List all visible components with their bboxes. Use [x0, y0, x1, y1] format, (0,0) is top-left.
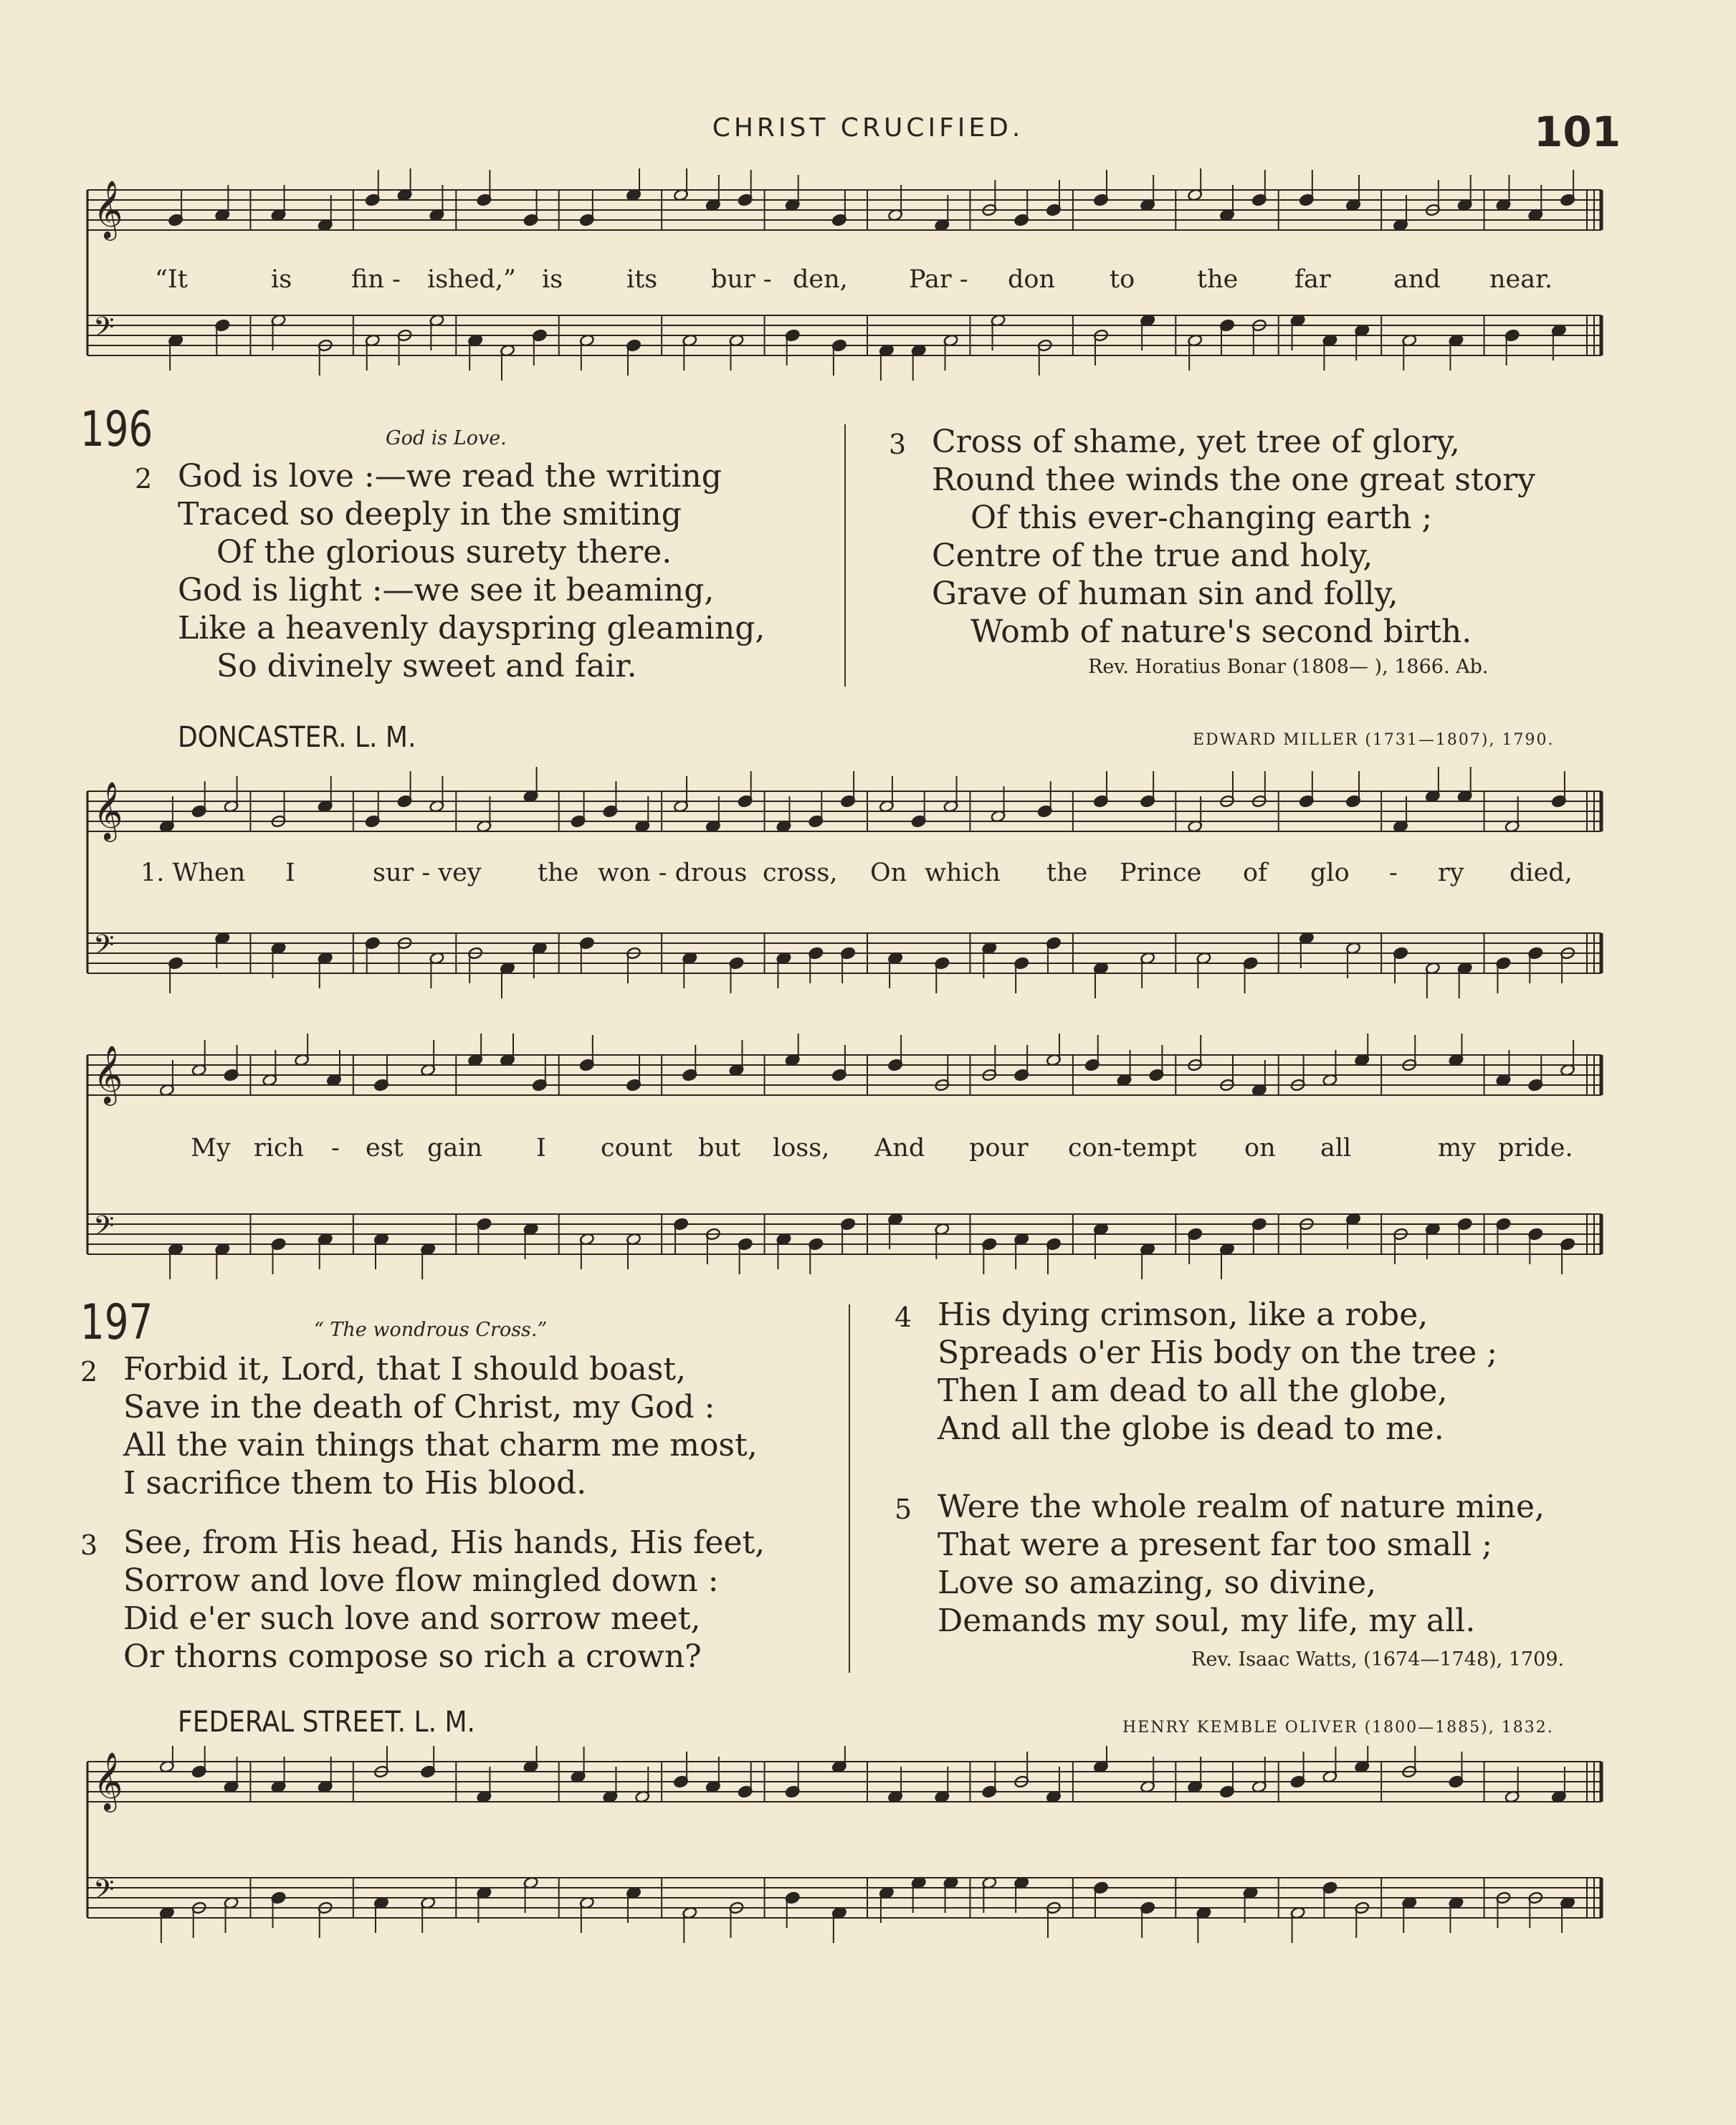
lyric-syllable: con-tempt — [1068, 1134, 1197, 1162]
stanza-line: Or thorns compose so rich a crown? — [123, 1638, 702, 1675]
lyric-syllable: I — [536, 1134, 546, 1162]
stanza-number: 5 — [895, 1494, 912, 1525]
lyric-syllable: sur - vey — [373, 859, 482, 887]
lyric-syllable: the — [1046, 859, 1088, 887]
lyric-syllable: - — [331, 1134, 340, 1162]
music-staves-federal-street — [83, 1746, 1608, 1961]
lyric-syllable: of — [1243, 859, 1268, 887]
lyric-syllable: loss, — [773, 1134, 830, 1162]
stanza-197-2 — [80, 1350, 758, 1502]
stanza-line: Then I am dead to all the globe, — [938, 1372, 1448, 1409]
tune-name-federal-street: FEDERAL STREET. L. M. — [178, 1706, 476, 1739]
music-system-doncaster-2 — [83, 1033, 1608, 1299]
composer-federal-street: HENRY KEMBLE OLIVER (1800—1885), 1832. — [1122, 1719, 1554, 1737]
lyric-syllable: to — [1110, 265, 1135, 294]
lyric-syllable: near. — [1489, 265, 1553, 294]
stanza-line: Womb of nature's second birth. — [970, 613, 1472, 650]
stanza-line: Traced so deeply in the smiting — [178, 496, 682, 533]
lyric-syllable: rich — [254, 1134, 305, 1162]
svg-text:𝄢: 𝄢 — [93, 310, 115, 350]
lyric-syllable: gain — [427, 1134, 483, 1162]
stanza-line: Of the glorious surety there. — [216, 534, 672, 570]
stanza-197-3 — [80, 1524, 766, 1676]
stanza-line: Centre of the true and holy, — [932, 538, 1373, 574]
lyric-syllable: 1. When — [140, 859, 246, 887]
hymn-197-subtitle: “ The wondrous Cross.” — [314, 1319, 548, 1341]
lyric-syllable: est — [366, 1134, 404, 1162]
hymn-197-author: Rev. Isaac Watts, (1674—1748), 1709. — [1191, 1648, 1565, 1671]
tune-name-doncaster: DONCASTER. L. M. — [178, 721, 416, 754]
lyric-syllable: bur - — [711, 265, 772, 294]
lyric-syllable: won - drous — [598, 859, 748, 887]
svg-text:𝄞: 𝄞 — [93, 1044, 123, 1104]
stanza-line: See, from His head, His hands, His feet, — [123, 1524, 766, 1561]
stanza-line: Were the whole realm of nature mine, — [938, 1489, 1545, 1525]
music-system-federal-street — [83, 1746, 1608, 1961]
stanza-line: Spreads o'er His body on the tree ; — [938, 1334, 1498, 1371]
page-number: 101 — [1534, 108, 1621, 156]
stanza-line: Grave of human sin and folly, — [932, 576, 1398, 612]
lyric-syllable: my — [1438, 1134, 1476, 1162]
stanza-line: Did e'er such love and sorrow meet, — [123, 1600, 701, 1637]
lyric-syllable: cross, — [763, 859, 838, 887]
lyric-syllable: the — [538, 859, 579, 887]
lyric-syllable: Par - — [909, 265, 968, 294]
hymn-196-subtitle: God is Love. — [386, 427, 507, 449]
lyric-syllable: don — [1008, 265, 1056, 294]
lyric-syllable: I — [285, 859, 295, 887]
stanza-number: 4 — [895, 1302, 912, 1333]
stanza-line: Sorrow and love flow mingled down : — [123, 1562, 719, 1599]
lyric-syllable: its — [626, 265, 658, 294]
lyric-syllable: And — [874, 1134, 925, 1162]
lyric-syllable: Prince — [1120, 859, 1202, 887]
lyric-syllable: all — [1320, 1134, 1352, 1162]
stanza-line: God is light :—we see it beaming, — [178, 572, 715, 608]
lyric-syllable: fin - — [351, 265, 401, 294]
running-title: CHRIST CRUCIFIED. — [712, 113, 1024, 143]
stanza-number: 2 — [135, 463, 153, 495]
column-divider — [849, 1304, 850, 1673]
stanza-line: All the vain things that charm me most, — [123, 1427, 758, 1463]
hymn-number-197: 197 — [80, 1294, 153, 1351]
svg-text:𝄞: 𝄞 — [93, 1751, 123, 1810]
stanza-line: That were a present far too small ; — [938, 1527, 1493, 1563]
lyric-syllable: My — [191, 1134, 231, 1162]
lyric-syllable: is — [542, 265, 563, 294]
svg-text:𝄢: 𝄢 — [93, 1873, 115, 1912]
composer-doncaster: EDWARD MILLER (1731—1807), 1790. — [1193, 731, 1555, 749]
lyric-syllable: count — [601, 1134, 672, 1162]
lyric-syllable: died, — [1510, 859, 1573, 887]
music-system-top — [83, 168, 1608, 383]
lyric-syllable: and — [1393, 265, 1441, 294]
lyric-syllable: On — [870, 859, 907, 887]
stanza-line: Round thee winds the one great story — [932, 462, 1536, 498]
stanza-line: Save in the death of Christ, my God : — [123, 1389, 715, 1426]
stanza-line: God is love :—we read the writing — [178, 458, 722, 495]
stanza-line: His dying crimson, like a robe, — [938, 1297, 1429, 1333]
stanza-number: 2 — [80, 1356, 98, 1388]
svg-text:𝄞: 𝄞 — [93, 179, 123, 239]
stanza-line: Cross of shame, yet tree of glory, — [932, 424, 1460, 460]
stanza-197-5 — [895, 1488, 1545, 1640]
lyric-syllable: den, — [793, 265, 848, 294]
lyric-syllable: which — [925, 859, 1001, 887]
lyric-syllable: far — [1294, 265, 1331, 294]
lyric-syllable: ry — [1438, 859, 1464, 887]
stanza-196-2 — [135, 457, 766, 685]
lyric-syllable: pride. — [1498, 1134, 1573, 1162]
stanza-line: Love so amazing, so divine, — [938, 1565, 1377, 1601]
stanza-line: Forbid it, Lord, that I should boast, — [123, 1351, 687, 1388]
lyric-syllable: is — [271, 265, 292, 294]
stanza-line: I sacrifice them to His blood. — [123, 1465, 587, 1501]
svg-text:𝄞: 𝄞 — [93, 780, 123, 840]
hymn-196-author: Rev. Horatius Bonar (1808— ), 1866. Ab. — [1088, 656, 1489, 678]
stanza-197-4 — [895, 1296, 1498, 1448]
stanza-line: And all the globe is dead to me. — [938, 1410, 1444, 1447]
lyric-syllable: the — [1197, 265, 1239, 294]
stanza-196-3 — [889, 423, 1536, 651]
svg-text:𝄢: 𝄢 — [93, 1209, 115, 1248]
column-divider — [844, 424, 846, 687]
music-staves-doncaster-2 — [83, 1033, 1608, 1299]
lyric-syllable: on — [1244, 1134, 1276, 1162]
lyric-syllable: pour — [969, 1134, 1029, 1162]
svg-text:𝄢: 𝄢 — [93, 928, 115, 968]
stanza-line: So divinely sweet and fair. — [216, 648, 637, 684]
stanza-line: Like a heavenly dayspring gleaming, — [178, 610, 766, 646]
stanza-line: Demands my soul, my life, my all. — [938, 1603, 1476, 1639]
music-staves-doncaster-1 — [83, 767, 1608, 1025]
stanza-line: Of this ever-changing earth ; — [970, 500, 1433, 536]
stanza-number: 3 — [889, 429, 907, 460]
lyric-syllable: but — [698, 1134, 741, 1162]
hymn-number-196: 196 — [80, 401, 153, 458]
lyric-syllable: “It — [155, 265, 188, 294]
lyric-syllable: - — [1389, 859, 1398, 887]
stanza-number: 3 — [80, 1529, 98, 1561]
lyric-syllable: ished,” — [427, 265, 516, 294]
lyric-syllable: glo — [1310, 859, 1350, 887]
music-system-doncaster-1 — [83, 767, 1608, 1025]
